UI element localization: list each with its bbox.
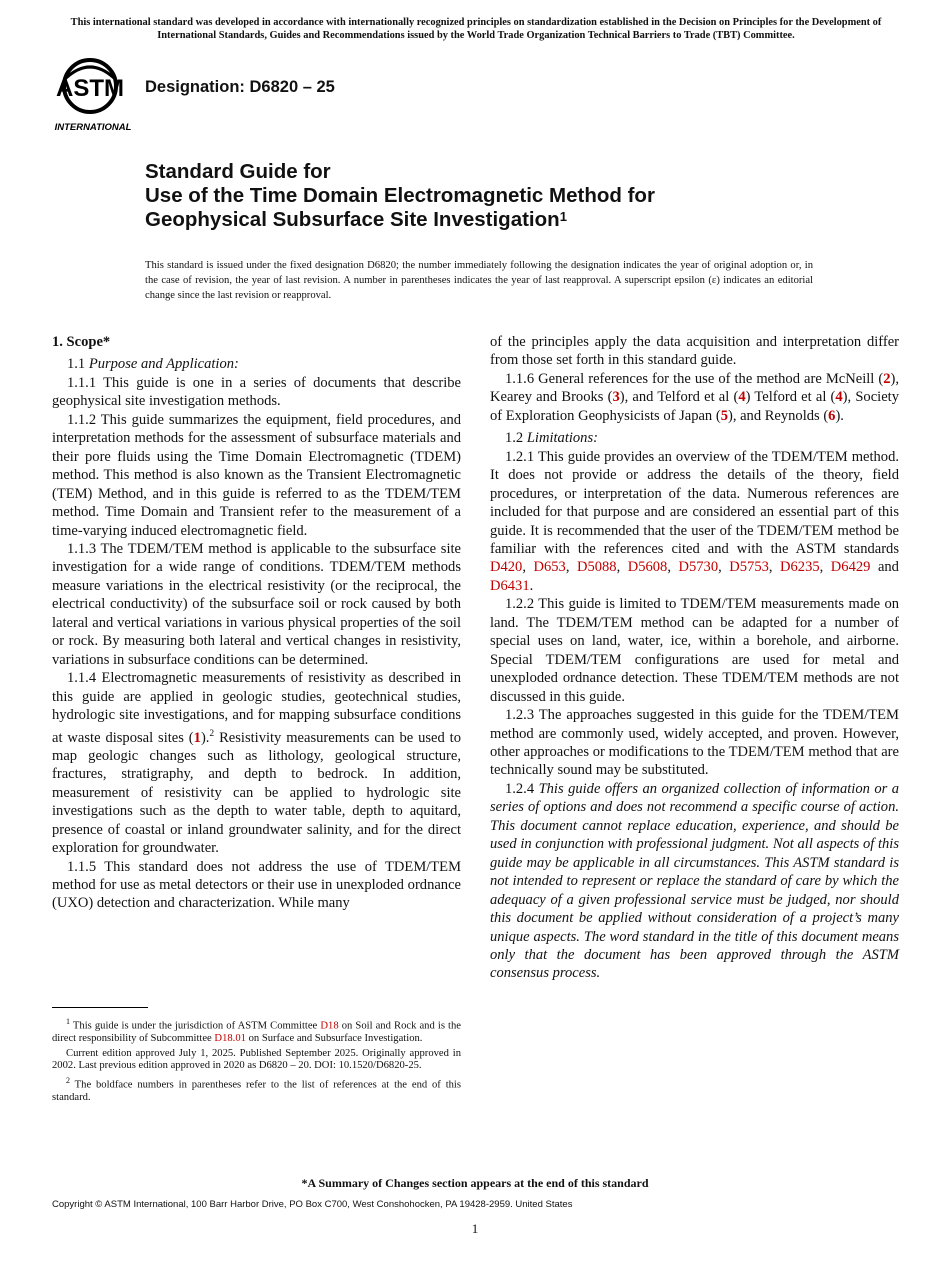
astm-ref-link[interactable]: D5088 xyxy=(576,559,617,576)
designation: Designation: D6820 – 25 xyxy=(145,78,335,96)
wto-notice: This international standard was developed in accordance with internationally recognized principles on standardization established in the Decision on Principles for the Development of International Standards, Guides and Recommendations issued by the World Trade Organization Technical Barriers to Trade (TBT) Committee. xyxy=(70,17,882,41)
summary-note: *A Summary of Changes section appears at the end of this standard xyxy=(301,1176,649,1190)
title-footnote-mark: 1 xyxy=(559,209,567,224)
reference-link[interactable]: 5 xyxy=(720,407,728,424)
section-1-1-6: 1.1.6 General references for the use of the method are McNeill (2), Kearey and Brooks (3), and Telford et al (4) Telford et al (4), Society of Exploration Geophysicists of Japan (5), and Reynolds (6). xyxy=(490,370,899,424)
reference-link[interactable]: 2 xyxy=(883,370,891,387)
reference-link[interactable]: 1 xyxy=(193,729,201,746)
section-1-2: 1.2 Limitations: xyxy=(505,430,598,447)
section-1-1-4: 1.1.4 Electromagnetic measurements of resistivity as described in this guide are applied in geologic studies, geotechnical studies, hydrologic site investigations, and for mapping subsurface conditions at waste disposal sites (1).$^2$ Resistivity measurements can be used to map geologic changes such as lithology, geological structure, fractures, stratigraphy, and depth to bedrock. In addition, measurement of resistivity can be applied to hydrologic site investigations such as the depth to water table, depth to aquitard, presence of coastal or inland groundwater salinity, and for the direct exploration for groundwater. xyxy=(52,670,461,857)
astm-ref-link[interactable]: D653 xyxy=(533,559,566,576)
reference-link[interactable]: 6 xyxy=(828,407,836,424)
astm-ref-link[interactable]: D6429 xyxy=(830,559,871,576)
section-heading-scope: 1. Scope* xyxy=(52,334,111,350)
astm-ref-link[interactable]: D5753 xyxy=(729,559,769,576)
logo-international-text: INTERNATIONAL xyxy=(54,122,132,132)
reference-link[interactable]: 4 xyxy=(835,389,843,406)
footnote-1: $^1$ This guide is under the jurisdiction of ASTM Committee D18 on Soil and Rock and is the direct responsibility of Subcommittee D18.01 on Surface and Subsurface Investigation. xyxy=(52,1017,461,1045)
astm-ref-link[interactable]: D5730 xyxy=(678,559,719,576)
astm-ref-link[interactable]: D6235 xyxy=(780,559,820,576)
astm-ref-link[interactable]: D5608 xyxy=(627,559,668,576)
section-1-1-5: 1.1.5 This standard does not address the use of TDEM/TEM method for use as metal detectors or their use in unexploded ordnance (UXO) detection and characterization. While many xyxy=(52,858,461,912)
issue-note: This standard is issued under the fixed designation D6820; the number immediately following the designation indicates the year of original adoption or, in the case of revision, the year of last revision. A number in parentheses indicates the year of last reapproval. A superscript epsilon (ε) indicates an editorial change since the last revision or reapproval. xyxy=(145,260,813,301)
section-1-2-3: 1.2.3 The approaches suggested in this guide for the TDEM/TEM method are commonly used, widely accepted, and proven. However, other approaches or modifications to the TDEM/TEM method that are technically sound may be substituted. xyxy=(490,707,899,779)
section-1-2-2: 1.2.2 This guide is limited to TDEM/TEM measurements made on land. The TDEM/TEM method can be adapted for a number of special uses on land, water, ice, within a borehole, and airborne. Special TDEM/TEM configurations are used for metal and unexploded ordnance detection. These TDEM/TEM methods are not discussed in this guide. xyxy=(490,596,899,705)
astm-logo xyxy=(52,56,134,132)
reference-link[interactable]: 4 xyxy=(738,389,746,406)
edition-note: Current edition approved July 1, 2025. Published September 2025. Originally approved in 2002. Last previous edition approved in 2020 as D6820 – 20. DOI: 10.1520/D6820-25. xyxy=(52,1047,461,1072)
footnotes xyxy=(52,1016,461,1107)
page-number: 1 xyxy=(471,1221,479,1236)
copyright: Copyright © ASTM International, 100 Barr Harbor Drive, PO Box C700, West Conshohocken, PA 19428-2959. United States xyxy=(52,1199,573,1210)
section-1-1-1: 1.1.1 This guide is one in a series of documents that describe geophysical site investigation methods. xyxy=(52,374,461,410)
right-column xyxy=(490,333,899,983)
title-line-2: Use of the Time Domain Electromagnetic Method for xyxy=(145,184,655,207)
reference-link[interactable]: 3 xyxy=(612,389,620,406)
footnote-mark: 2 xyxy=(209,728,215,739)
document-title xyxy=(145,160,905,232)
section-1-2-4: 1.2.4 This guide offers an organized collection of information or a series of options and does not recommend a specific course of action. This document cannot replace education, experience, and should be used in conjunction with professional judgment. Not all aspects of this guide may be applicable in all circumstances. This ASTM standard is not intended to represent or replace the standard of care by which the adequacy of a given professional service must be judged, nor should this document be applied without consideration of a project’s many unique aspects. The word standard in the title of this document means only that the document has been approved through the ASTM consensus process. xyxy=(490,780,899,982)
subcommittee-link[interactable]: D18.01 xyxy=(214,1033,246,1045)
section-1-2-1: 1.2.1 This guide provides an overview of the TDEM/TEM method. It does not provide or address the details of the theory, field procedures, or interpretation of the data. Numerous references are included for that purpose and are considered an essential part of this guide. It is recommended that the user of the TDEM/TEM method be familiar with the references cited and with the ASTM standards D420, D653, D5088, D5608, D5730, D5753, D6235, D6429 and D6431. xyxy=(490,448,899,594)
section-1-1-3: 1.1.3 The TDEM/TEM method is applicable to the subsurface site investigation for a wide range of conditions. TDEM/TEM methods measure variations in the electrical resistivity (or the reciprocal, the electrical conductivity) of the subsurface soil or rock caused by both lateral and vertical variations in various physical properties of the soil or rock. By measuring both lateral and vertical changes in resistivity, variations in subsurface conditions can be determined. xyxy=(52,540,461,668)
astm-ref-link[interactable]: D420 xyxy=(490,559,523,576)
footnote-2: $^2$ The boldface numbers in parentheses refer to the list of references at the end of this standard. xyxy=(52,1075,461,1104)
left-column xyxy=(52,333,461,913)
section-1-1-2: 1.1.2 This guide summarizes the equipment, field procedures, and interpretation methods for the assessment of subsurface materials and their pore fluids using the Time Domain Electromagnetic (TDEM) method. This method is also known as the Transient Electromagnetic (TEM) Method, and in this guide is referred to as the TDEM/TEM method. Time Domain and Transient refer to the measurement of a time-varying induced electromagnetic field. xyxy=(52,411,461,539)
footnote-rule xyxy=(52,1007,148,1008)
astm-ref-link[interactable]: D6431 xyxy=(490,577,530,594)
section-1-1-5-continued: of the principles apply the data acquisition and interpretation differ from those set forth in this standard guide. xyxy=(490,334,899,369)
title-line-3: Geophysical Subsurface Site Investigation$^1$ xyxy=(145,208,567,231)
committee-link[interactable]: D18 xyxy=(320,1020,339,1032)
section-1-1: 1.1 Purpose and Application: xyxy=(67,356,239,373)
logo-astm-text: ASTM xyxy=(56,75,124,102)
title-line-1: Standard Guide for xyxy=(145,160,331,183)
